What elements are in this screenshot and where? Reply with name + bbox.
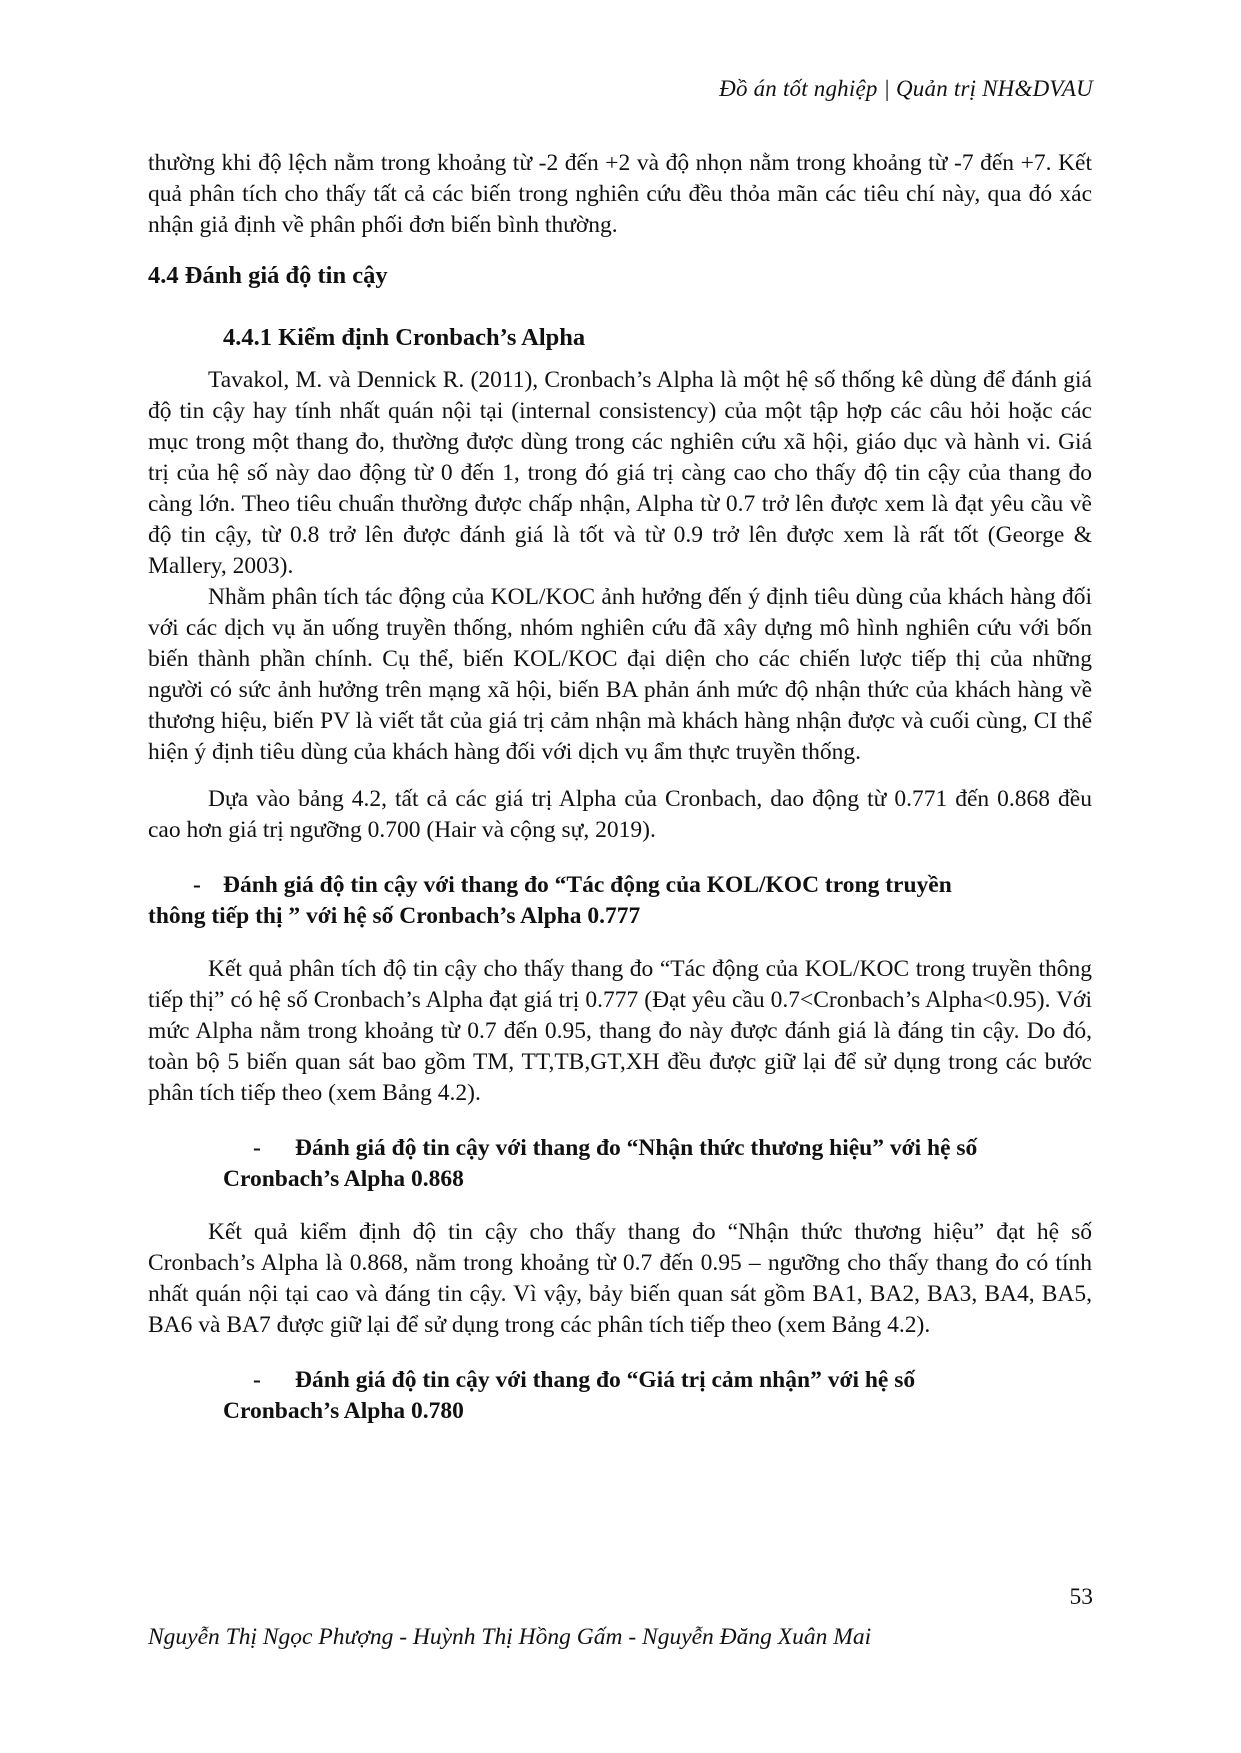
kol-paragraph: Kết quả phân tích độ tin cậy cho thấy thang đo “Tác động của KOL/KOC trong truyền thông tiếp thị” có hệ số Cronbach’s Alpha đạt giá trị 0.777 (Đạt yêu cầu 0.7<Cronbach’s Alpha<0.95). Với mức Alpha nằm trong khoảng từ 0.7 đến 0.95, thang đo này được đánh giá là đáng tin cậy. Do đó, toàn bộ 5 biến quan sát bao gồm TM, TT,TB,GT,XH đều được giữ lại để sử dụng trong các bước phân tích tiếp theo (xem Bảng 4.2). xyxy=(148,956,1092,1106)
page-body xyxy=(148,148,1092,1449)
bullet-dash: - xyxy=(193,872,201,898)
bullet-ba-line1: Đánh giá độ tin cậy với thang đo “Nhận thức thương hiệu” với hệ số xyxy=(295,1135,978,1161)
running-header: Đồ án tốt nghiệp | Quản trị NH&DVAU xyxy=(719,76,1093,101)
bullet-dash: - xyxy=(253,1135,261,1161)
bullet-pv-line1: Đánh giá độ tin cậy với thang đo “Giá trị cảm nhận” với hệ số xyxy=(295,1367,916,1393)
bullet-kol-heading xyxy=(148,870,1092,932)
subsection-heading: 4.4.1 Kiểm định Cronbach’s Alpha xyxy=(223,324,586,351)
page-number: 53 xyxy=(1069,1584,1093,1610)
bullet-ba-heading xyxy=(223,1133,1092,1195)
intro-paragraph: thường khi độ lệch nằm trong khoảng từ -2 đến +2 và độ nhọn nằm trong khoảng từ -7 đến +7. Kết quả phân tích cho thấy tất cả các biến trong nghiên cứu đều thỏa mãn các tiêu chí này, qua đó xác nhận giả định về phân phối đơn biến bình thường. xyxy=(148,150,1092,238)
definition-paragraph: Tavakol, M. và Dennick R. (2011), Cronbach’s Alpha là một hệ số thống kê dùng để đánh giá độ tin cậy hay tính nhất quán nội tại (internal consistency) của một tập hợp các câu hỏi hoặc các mục trong một thang đo, thường được dùng trong các nghiên cứu xã hội, giáo dục và hành vi. Giá trị của hệ số này dao động từ 0 đến 1, trong đó giá trị càng cao cho thấy độ tin cậy của thang đo càng lớn. Theo tiêu chuẩn thường được chấp nhận, Alpha từ 0.7 trở lên được xem là đạt yêu cầu về độ tin cậy, từ 0.8 trở lên được đánh giá là tốt và từ 0.9 trở lên được xem là rất tốt (George & Mallery, 2003). xyxy=(148,367,1092,579)
model-paragraph: Nhằm phân tích tác động của KOL/KOC ảnh hưởng đến ý định tiêu dùng của khách hàng đối với các dịch vụ ăn uống truyền thống, nhóm nghiên cứu đã xây dựng mô hình nghiên cứu với bốn biến thành phần chính. Cụ thể, biến KOL/KOC đại diện cho các chiến lược tiếp thị của những người có sức ảnh hưởng trên mạng xã hội, biến BA phản ánh mức độ nhận thức của khách hàng về thương hiệu, biến PV là viết tắt của giá trị cảm nhận mà khách hàng nhận được và cuối cùng, CI thể hiện ý định tiêu dùng của khách hàng đối với dịch vụ ẩm thực truyền thống. xyxy=(148,584,1092,765)
ba-paragraph: Kết quả kiểm định độ tin cậy cho thấy thang đo “Nhận thức thương hiệu” đạt hệ số Cronbach’s Alpha là 0.868, nằm trong khoảng từ 0.7 đến 0.95 – ngưỡng cho thấy thang đo có tính nhất quán nội tại cao và đáng tin cậy. Vì vậy, bảy biến quan sát gồm BA1, BA2, BA3, BA4, BA5, BA6 và BA7 được giữ lại để sử dụng trong các phân tích tiếp theo (xem Bảng 4.2). xyxy=(148,1219,1092,1338)
bullet-ba-line2: Cronbach’s Alpha 0.868 xyxy=(223,1166,464,1192)
table-summary-paragraph: Dựa vào bảng 4.2, tất cả các giá trị Alpha của Cronbach, dao động từ 0.771 đến 0.868 đều cao hơn giá trị ngưỡng 0.700 (Hair và cộng sự, 2019). xyxy=(148,786,1092,843)
footer-authors: Nguyễn Thị Ngọc Phượng - Huỳnh Thị Hồng Gấm - Nguyễn Đăng Xuân Mai xyxy=(148,1624,872,1650)
bullet-kol-line2: thông tiếp thị ” với hệ số Cronbach’s Alpha 0.777 xyxy=(148,903,641,929)
bullet-kol-line1: Đánh giá độ tin cậy với thang đo “Tác động của KOL/KOC trong truyền xyxy=(223,872,952,898)
bullet-dash: - xyxy=(253,1367,261,1393)
bullet-pv-line2: Cronbach’s Alpha 0.780 xyxy=(223,1398,464,1424)
bullet-pv-heading xyxy=(223,1365,1092,1427)
section-heading: 4.4 Đánh giá độ tin cậy xyxy=(148,262,388,289)
